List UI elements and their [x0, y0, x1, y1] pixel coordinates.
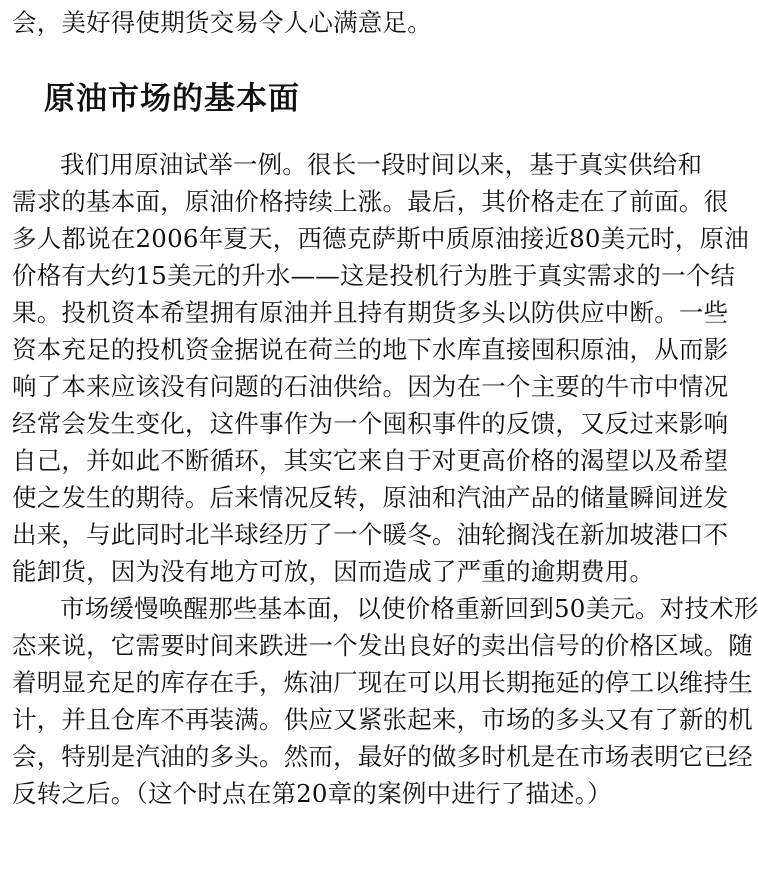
- paragraph-1-line-3: 多人都说在2006年夏天，西德克萨斯中质原油接近80美元时，原油: [12, 224, 749, 253]
- paragraph-1-line-1: 我们用原油试举一例。很长一段时间以来，基于真实供给和: [60, 150, 703, 179]
- paragraph-2-line-6: 反转之后。（这个时点在第20章的案例中进行了描述。）: [12, 779, 612, 808]
- paragraph-1-line-2: 需求的基本面，原油价格持续上涨。最后，其价格走在了前面。很: [12, 187, 729, 216]
- paragraph-1-line-9: 自己，并如此不断循环，其实它来自于对更高价格的渴望以及希望: [12, 446, 729, 475]
- paragraph-1-line-6: 资本充足的投机资金据说在荷兰的地下水库直接囤积原油，从而影: [12, 335, 729, 364]
- paragraph-1-line-7: 响了本来应该没有问题的石油供给。因为在一个主要的牛市中情况: [12, 372, 729, 401]
- paragraph-1-line-4: 价格有大约15美元的升水——这是投机行为胜于真实需求的一个结: [12, 261, 736, 290]
- paragraph-1-line-10: 使之发生的期待。后来情况反转，原油和汽油产品的储量瞬间迸发: [12, 483, 729, 512]
- paragraph-1-line-11: 出来，与此同时北半球经历了一个暖冬。油轮搁浅在新加坡港口不: [12, 520, 729, 549]
- paragraph-1-line-8: 经常会发生变化，这件事作为一个囤积事件的反馈，又反过来影响: [12, 409, 729, 438]
- paragraph-2-line-1: 市场缓慢唤醒那些基本面，以使价格重新回到50美元。对技术形: [60, 594, 758, 623]
- paragraph-2-line-4: 计，并且仓库不再装满。供应又紧张起来，市场的多头又有了新的机: [12, 705, 753, 734]
- paragraph-1-line-12: 能卸货，因为没有地方可放，因而造成了严重的逾期费用。: [12, 557, 655, 586]
- section-heading: 原油市场的基本面: [44, 81, 300, 117]
- paragraph-2-line-2: 态来说，它需要时间来跌进一个发出良好的卖出信号的价格区域。随: [12, 631, 753, 660]
- paragraph-2-line-3: 着明显充足的库存在手，炼油厂现在可以用长期拖延的停工以维持生: [12, 668, 753, 697]
- paragraph-2-line-5: 会，特别是汽油的多头。然而，最好的做多时机是在市场表明它已经: [12, 742, 753, 771]
- paragraph-1-line-5: 果。投机资本希望拥有原油并且持有期货多头以防供应中断。一些: [12, 298, 729, 327]
- carryover-text-line: 会，美好得使期货交易令人心满意足。: [12, 8, 432, 37]
